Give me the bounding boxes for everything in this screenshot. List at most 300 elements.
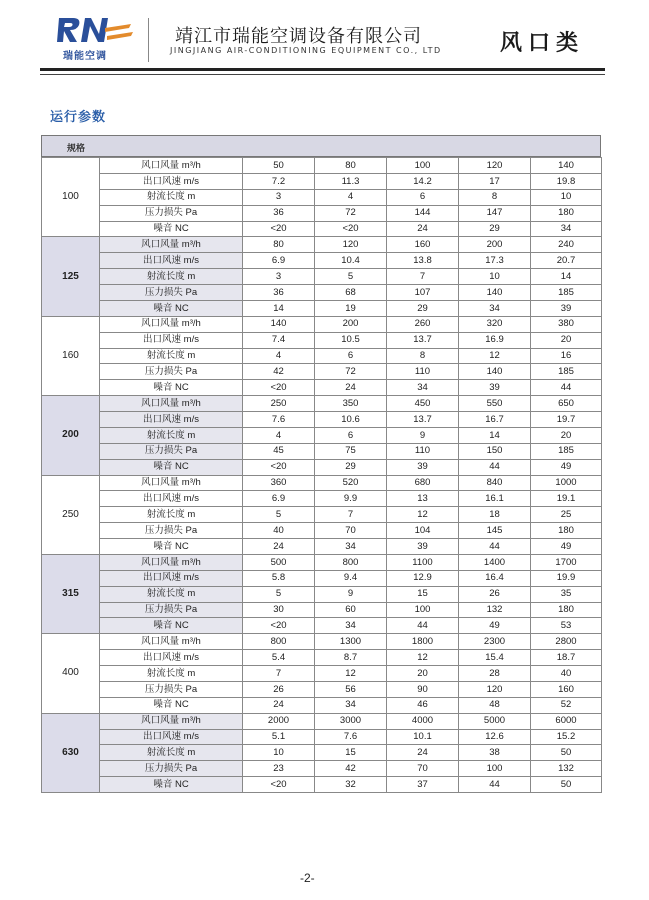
table-row <box>42 253 602 269</box>
value-cell: 13.8 <box>387 253 459 269</box>
table-row <box>42 602 602 618</box>
value-cell: 48 <box>459 697 531 713</box>
value-cell: 10.6 <box>315 412 387 428</box>
spec-group <box>42 713 602 792</box>
value-cell: 5.1 <box>243 729 315 745</box>
value-cell: 12 <box>315 666 387 682</box>
spec-cell: 100 <box>42 158 100 237</box>
value-cell: 10 <box>243 745 315 761</box>
table-row <box>42 443 602 459</box>
table-row <box>42 475 602 491</box>
value-cell: 10.5 <box>315 332 387 348</box>
value-cell: 2800 <box>531 634 602 650</box>
table-row <box>42 316 602 332</box>
param-label-cell: 风口风量 m³/h <box>100 554 243 570</box>
value-cell: 12 <box>459 348 531 364</box>
table-row <box>42 396 602 412</box>
value-cell: 16.4 <box>459 570 531 586</box>
value-cell: 5.8 <box>243 570 315 586</box>
value-cell: 34 <box>459 300 531 316</box>
spec-cell: 200 <box>42 396 100 475</box>
value-cell: 34 <box>315 618 387 634</box>
value-cell: 18.7 <box>531 650 602 666</box>
header-rule-thin <box>40 74 605 75</box>
value-cell: 72 <box>315 205 387 221</box>
value-cell: 52 <box>531 697 602 713</box>
value-cell: 56 <box>315 681 387 697</box>
value-cell: 100 <box>387 602 459 618</box>
value-cell: 6000 <box>531 713 602 729</box>
value-cell: 75 <box>315 443 387 459</box>
value-cell: 39 <box>459 380 531 396</box>
value-cell: 19 <box>315 300 387 316</box>
value-cell: 39 <box>387 459 459 475</box>
value-cell: 8 <box>459 189 531 205</box>
param-label-cell: 射流长度 m <box>100 666 243 682</box>
value-cell: 10.1 <box>387 729 459 745</box>
param-label-cell: 噪音 NC <box>100 300 243 316</box>
value-cell: 5 <box>243 586 315 602</box>
value-cell: 40 <box>243 523 315 539</box>
value-cell: 450 <box>387 396 459 412</box>
value-cell: 36 <box>243 285 315 301</box>
spec-group <box>42 237 602 316</box>
value-cell: 7 <box>315 507 387 523</box>
value-cell: 140 <box>531 158 602 174</box>
table-row <box>42 618 602 634</box>
spec-cell: 125 <box>42 237 100 316</box>
value-cell: 24 <box>387 745 459 761</box>
page-header <box>0 0 649 80</box>
value-cell: 132 <box>459 602 531 618</box>
value-cell: <20 <box>243 777 315 793</box>
value-cell: 16.1 <box>459 491 531 507</box>
value-cell: 120 <box>315 237 387 253</box>
param-label-cell: 风口风量 m³/h <box>100 396 243 412</box>
table-row <box>42 459 602 475</box>
value-cell: 19.8 <box>531 173 602 189</box>
value-cell: 6.9 <box>243 491 315 507</box>
value-cell: 1000 <box>531 475 602 491</box>
value-cell: 100 <box>387 158 459 174</box>
value-cell: 20 <box>531 332 602 348</box>
value-cell: 3 <box>243 269 315 285</box>
value-cell: 8 <box>387 348 459 364</box>
table-row <box>42 713 602 729</box>
value-cell: 16.7 <box>459 412 531 428</box>
value-cell: 200 <box>459 237 531 253</box>
value-cell: 840 <box>459 475 531 491</box>
value-cell: 180 <box>531 205 602 221</box>
param-label-cell: 压力损失 Pa <box>100 364 243 380</box>
value-cell: 185 <box>531 443 602 459</box>
table-row <box>42 745 602 761</box>
value-cell: 4 <box>315 189 387 205</box>
param-label-cell: 出口风速 m/s <box>100 729 243 745</box>
value-cell: <20 <box>315 221 387 237</box>
value-cell: 15.4 <box>459 650 531 666</box>
value-cell: 800 <box>243 634 315 650</box>
value-cell: 320 <box>459 316 531 332</box>
value-cell: 13.7 <box>387 412 459 428</box>
table-row <box>42 237 602 253</box>
spec-cell: 400 <box>42 634 100 713</box>
value-cell: 4000 <box>387 713 459 729</box>
param-label-cell: 出口风速 m/s <box>100 332 243 348</box>
spec-header-label: 规格 <box>67 144 86 154</box>
value-cell: 800 <box>315 554 387 570</box>
value-cell: 26 <box>459 586 531 602</box>
value-cell: 520 <box>315 475 387 491</box>
value-cell: 23 <box>243 761 315 777</box>
company-logo <box>55 14 135 64</box>
value-cell: 9.9 <box>315 491 387 507</box>
value-cell: 34 <box>531 221 602 237</box>
table-row <box>42 586 602 602</box>
value-cell: 80 <box>243 237 315 253</box>
param-label-cell: 出口风速 m/s <box>100 491 243 507</box>
param-label-cell: 噪音 NC <box>100 618 243 634</box>
value-cell: 5000 <box>459 713 531 729</box>
value-cell: 53 <box>531 618 602 634</box>
value-cell: 34 <box>315 697 387 713</box>
value-cell: 185 <box>531 364 602 380</box>
value-cell: 42 <box>315 761 387 777</box>
param-label-cell: 射流长度 m <box>100 745 243 761</box>
value-cell: 35 <box>531 586 602 602</box>
value-cell: 250 <box>243 396 315 412</box>
value-cell: 12.6 <box>459 729 531 745</box>
table-row <box>42 729 602 745</box>
value-cell: 1100 <box>387 554 459 570</box>
value-cell: 1800 <box>387 634 459 650</box>
value-cell: 46 <box>387 697 459 713</box>
param-label-cell: 射流长度 m <box>100 348 243 364</box>
spec-group <box>42 554 602 633</box>
value-cell: 100 <box>459 761 531 777</box>
logo-subtitle: 瑞能空调 <box>63 51 107 62</box>
value-cell: 80 <box>315 158 387 174</box>
value-cell: 11.3 <box>315 173 387 189</box>
value-cell: 185 <box>531 285 602 301</box>
value-cell: 29 <box>459 221 531 237</box>
value-cell: 44 <box>459 777 531 793</box>
value-cell: 110 <box>387 443 459 459</box>
value-cell: 16 <box>531 348 602 364</box>
value-cell: 15.2 <box>531 729 602 745</box>
table-row <box>42 348 602 364</box>
value-cell: 260 <box>387 316 459 332</box>
param-label-cell: 风口风量 m³/h <box>100 475 243 491</box>
table-row <box>42 523 602 539</box>
param-label-cell: 风口风量 m³/h <box>100 237 243 253</box>
value-cell: 24 <box>315 380 387 396</box>
value-cell: 3000 <box>315 713 387 729</box>
param-label-cell: 射流长度 m <box>100 269 243 285</box>
value-cell: 3 <box>243 189 315 205</box>
param-label-cell: 噪音 NC <box>100 380 243 396</box>
table-row <box>42 554 602 570</box>
value-cell: 6 <box>315 427 387 443</box>
value-cell: 9 <box>315 586 387 602</box>
value-cell: 8.7 <box>315 650 387 666</box>
table-row <box>42 380 602 396</box>
value-cell: 15 <box>315 745 387 761</box>
value-cell: 1700 <box>531 554 602 570</box>
value-cell: 160 <box>531 681 602 697</box>
param-label-cell: 压力损失 Pa <box>100 681 243 697</box>
spec-group <box>42 158 602 237</box>
value-cell: 14 <box>531 269 602 285</box>
param-label-cell: 出口风速 m/s <box>100 173 243 189</box>
table-row <box>42 158 602 174</box>
value-cell: 6 <box>387 189 459 205</box>
value-cell: 18 <box>459 507 531 523</box>
value-cell: 49 <box>531 539 602 555</box>
section-title: 运行参数 <box>50 110 107 125</box>
value-cell: 12 <box>387 650 459 666</box>
param-label-cell: 压力损失 Pa <box>100 205 243 221</box>
value-cell: 140 <box>243 316 315 332</box>
value-cell: 20.7 <box>531 253 602 269</box>
value-cell: 350 <box>315 396 387 412</box>
company-name-cn: 靖江市瑞能空调设备有限公司 <box>175 26 422 47</box>
param-label-cell: 压力损失 Pa <box>100 523 243 539</box>
value-cell: 5 <box>243 507 315 523</box>
value-cell: 15 <box>387 586 459 602</box>
value-cell: 44 <box>387 618 459 634</box>
value-cell: 500 <box>243 554 315 570</box>
param-label-cell: 风口风量 m³/h <box>100 158 243 174</box>
value-cell: 10 <box>459 269 531 285</box>
value-cell: 2300 <box>459 634 531 650</box>
value-cell: 680 <box>387 475 459 491</box>
param-label-cell: 压力损失 Pa <box>100 761 243 777</box>
value-cell: 107 <box>387 285 459 301</box>
value-cell: 144 <box>387 205 459 221</box>
value-cell: 7.4 <box>243 332 315 348</box>
spec-group <box>42 634 602 713</box>
value-cell: 110 <box>387 364 459 380</box>
table-row <box>42 697 602 713</box>
spec-cell: 315 <box>42 554 100 633</box>
param-label-cell: 射流长度 m <box>100 427 243 443</box>
value-cell: 42 <box>243 364 315 380</box>
table-row <box>42 173 602 189</box>
value-cell: 20 <box>387 666 459 682</box>
logo-mark-icon <box>55 14 135 48</box>
value-cell: 16.9 <box>459 332 531 348</box>
value-cell: 14 <box>243 300 315 316</box>
param-label-cell: 压力损失 Pa <box>100 443 243 459</box>
table-row <box>42 221 602 237</box>
param-label-cell: 出口风速 m/s <box>100 412 243 428</box>
value-cell: 9.4 <box>315 570 387 586</box>
param-label-cell: 噪音 NC <box>100 539 243 555</box>
value-cell: 7.6 <box>315 729 387 745</box>
value-cell: 29 <box>315 459 387 475</box>
value-cell: 50 <box>531 745 602 761</box>
value-cell: 37 <box>387 777 459 793</box>
table-row <box>42 189 602 205</box>
value-cell: 13.7 <box>387 332 459 348</box>
value-cell: 7.6 <box>243 412 315 428</box>
value-cell: 2000 <box>243 713 315 729</box>
table-row <box>42 205 602 221</box>
value-cell: 68 <box>315 285 387 301</box>
value-cell: 120 <box>459 158 531 174</box>
spec-cell: 160 <box>42 316 100 395</box>
value-cell: 32 <box>315 777 387 793</box>
value-cell: 45 <box>243 443 315 459</box>
value-cell: 49 <box>531 459 602 475</box>
value-cell: 180 <box>531 602 602 618</box>
param-label-cell: 噪音 NC <box>100 221 243 237</box>
value-cell: 28 <box>459 666 531 682</box>
param-label-cell: 射流长度 m <box>100 507 243 523</box>
value-cell: <20 <box>243 618 315 634</box>
spec-cell: 630 <box>42 713 100 792</box>
value-cell: 39 <box>531 300 602 316</box>
value-cell: 6 <box>315 348 387 364</box>
value-cell: 39 <box>387 539 459 555</box>
value-cell: 12.9 <box>387 570 459 586</box>
value-cell: 29 <box>387 300 459 316</box>
value-cell: 24 <box>243 539 315 555</box>
table-header <box>41 135 601 157</box>
value-cell: 12 <box>387 507 459 523</box>
table-row <box>42 412 602 428</box>
value-cell: 140 <box>459 285 531 301</box>
value-cell: 38 <box>459 745 531 761</box>
value-cell: 50 <box>531 777 602 793</box>
parameter-table <box>41 135 601 793</box>
value-cell: 72 <box>315 364 387 380</box>
value-cell: 34 <box>387 380 459 396</box>
value-cell: 49 <box>459 618 531 634</box>
param-label-cell: 射流长度 m <box>100 586 243 602</box>
value-cell: 5.4 <box>243 650 315 666</box>
spec-cell: 250 <box>42 475 100 554</box>
param-label-cell: 噪音 NC <box>100 459 243 475</box>
value-cell: 19.7 <box>531 412 602 428</box>
table-row <box>42 681 602 697</box>
table-row <box>42 507 602 523</box>
value-cell: 9 <box>387 427 459 443</box>
value-cell: 70 <box>387 761 459 777</box>
value-cell: 150 <box>459 443 531 459</box>
value-cell: 200 <box>315 316 387 332</box>
table-row <box>42 570 602 586</box>
value-cell: 147 <box>459 205 531 221</box>
value-cell: 7.2 <box>243 173 315 189</box>
value-cell: 24 <box>243 697 315 713</box>
value-cell: 19.9 <box>531 570 602 586</box>
category-title: 风口类 <box>500 31 585 56</box>
table-row <box>42 364 602 380</box>
page-number: -2- <box>300 871 315 885</box>
value-cell: 20 <box>531 427 602 443</box>
value-cell: 19.1 <box>531 491 602 507</box>
value-cell: 1300 <box>315 634 387 650</box>
value-cell: 30 <box>243 602 315 618</box>
value-cell: <20 <box>243 380 315 396</box>
table-row <box>42 269 602 285</box>
table-row <box>42 332 602 348</box>
value-cell: 10 <box>531 189 602 205</box>
value-cell: 1400 <box>459 554 531 570</box>
value-cell: 25 <box>531 507 602 523</box>
value-cell: 90 <box>387 681 459 697</box>
header-rule <box>40 68 605 71</box>
value-cell: 36 <box>243 205 315 221</box>
param-label-cell: 出口风速 m/s <box>100 650 243 666</box>
value-cell: 70 <box>315 523 387 539</box>
value-cell: 240 <box>531 237 602 253</box>
value-cell: 7 <box>243 666 315 682</box>
value-cell: 360 <box>243 475 315 491</box>
table-row <box>42 761 602 777</box>
value-cell: 44 <box>459 459 531 475</box>
param-label-cell: 出口风速 m/s <box>100 253 243 269</box>
value-cell: 145 <box>459 523 531 539</box>
param-label-cell: 噪音 NC <box>100 697 243 713</box>
value-cell: 104 <box>387 523 459 539</box>
param-label-cell: 风口风量 m³/h <box>100 713 243 729</box>
value-cell: 180 <box>531 523 602 539</box>
value-cell: 10.4 <box>315 253 387 269</box>
value-cell: 40 <box>531 666 602 682</box>
spec-group <box>42 316 602 395</box>
value-cell: 50 <box>243 158 315 174</box>
table-row <box>42 491 602 507</box>
value-cell: 13 <box>387 491 459 507</box>
value-cell: <20 <box>243 459 315 475</box>
param-label-cell: 风口风量 m³/h <box>100 634 243 650</box>
param-label-cell: 出口风速 m/s <box>100 570 243 586</box>
param-label-cell: 压力损失 Pa <box>100 602 243 618</box>
value-cell: <20 <box>243 221 315 237</box>
value-cell: 44 <box>531 380 602 396</box>
value-cell: 380 <box>531 316 602 332</box>
table-row <box>42 300 602 316</box>
param-label-cell: 噪音 NC <box>100 777 243 793</box>
company-name-en: JINGJIANG AIR-CONDITIONING EQUIPMENT CO., LTD <box>170 46 442 55</box>
value-cell: 17 <box>459 173 531 189</box>
table-row <box>42 285 602 301</box>
value-cell: 6.9 <box>243 253 315 269</box>
value-cell: 34 <box>315 539 387 555</box>
value-cell: 7 <box>387 269 459 285</box>
value-cell: 26 <box>243 681 315 697</box>
value-cell: 120 <box>459 681 531 697</box>
table-row <box>42 427 602 443</box>
parameter-grid <box>41 157 602 793</box>
table-row <box>42 650 602 666</box>
value-cell: 650 <box>531 396 602 412</box>
value-cell: 60 <box>315 602 387 618</box>
param-label-cell: 压力损失 Pa <box>100 285 243 301</box>
table-row <box>42 777 602 793</box>
header-divider <box>148 18 149 62</box>
table-row <box>42 539 602 555</box>
value-cell: 24 <box>387 221 459 237</box>
value-cell: 14.2 <box>387 173 459 189</box>
value-cell: 160 <box>387 237 459 253</box>
table-row <box>42 634 602 650</box>
spec-group <box>42 396 602 475</box>
value-cell: 5 <box>315 269 387 285</box>
